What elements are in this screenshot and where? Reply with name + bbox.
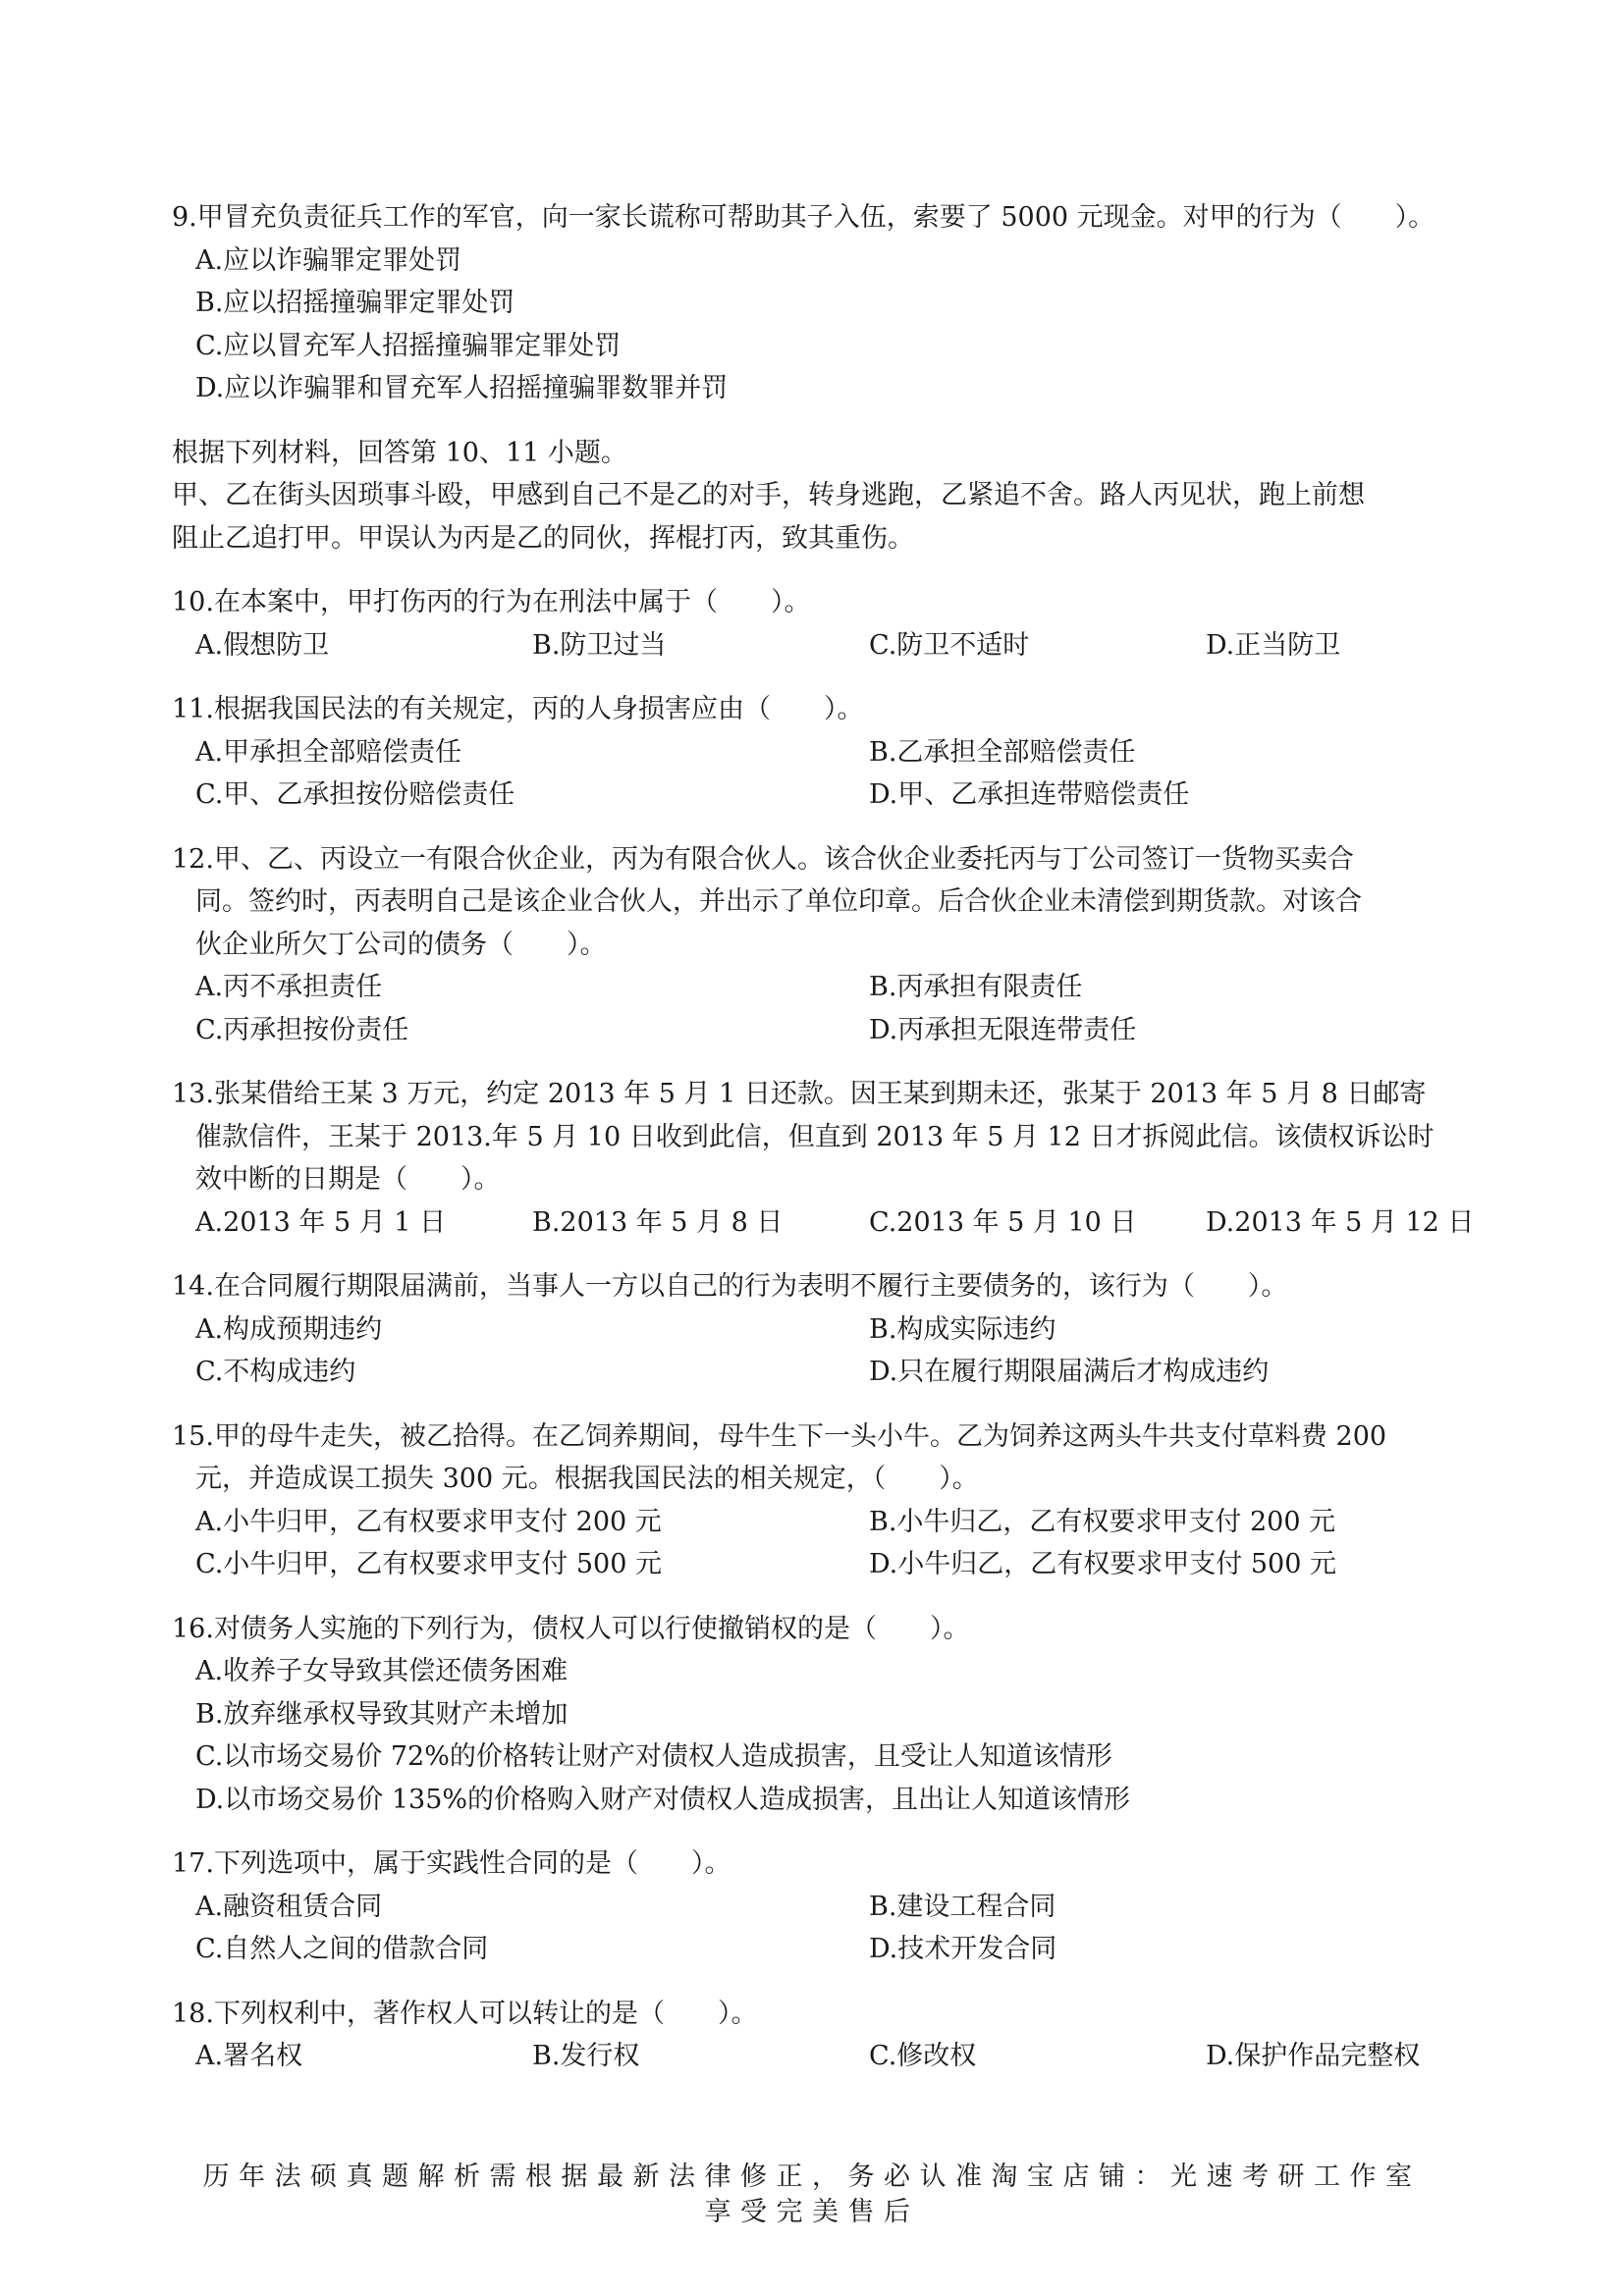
question-14 bbox=[172, 1265, 1458, 1394]
question-stem: 18.下列权利中，著作权人可以转让的是（ ）。 bbox=[172, 1998, 758, 2029]
question-stem-cont: 伙企业所欠丁公司的债务（ ）。 bbox=[195, 929, 607, 960]
option-d: D.技术开发合同 bbox=[869, 1934, 1057, 1964]
option-a: A.收养子女导致其偿还债务困难 bbox=[195, 1656, 568, 1686]
question-stem: 13.张某借给王某 3 万元，约定 2013 年 5 月 1 日还款。因王某到期未还，张某于 2013 年 5 月 8 日邮寄 bbox=[172, 1079, 1427, 1109]
option-a: A.署名权 bbox=[195, 2041, 303, 2071]
option-d: D.只在履行期限届满后才构成违约 bbox=[869, 1357, 1270, 1387]
option-c: C.应以冒充军人招摇撞骗罪定罪处罚 bbox=[195, 330, 622, 361]
option-a: A.应以诈骗罪定罪处罚 bbox=[195, 244, 462, 276]
option-b: B.建设工程合同 bbox=[869, 1891, 1056, 1922]
option-d: D.2013 年 5 月 12 日 bbox=[1206, 1206, 1475, 1238]
option-a: A.小牛归甲，乙有权要求甲支付 200 元 bbox=[195, 1506, 662, 1537]
question-stem-cont: 催款信件，王某于 2013.年 5 月 10 日收到此信，但直到 2013 年 5 月 12 日才拆阅此信。该债权诉讼时 bbox=[195, 1121, 1435, 1152]
question-15 bbox=[172, 1415, 1458, 1586]
question-13 bbox=[172, 1073, 1475, 1244]
material-intro: 根据下列材料，回答第 10、11 小题。 bbox=[172, 437, 627, 468]
option-c: C.防卫不适时 bbox=[869, 629, 1030, 661]
question-stem: 14.在合同履行期限届满前，当事人一方以自己的行为表明不履行主要债务的，该行为（ ）。 bbox=[172, 1271, 1288, 1302]
question-stem: 9.甲冒充负责征兵工作的军官，向一家长谎称可帮助其子入伍，索要了 5000 元现金。对甲的行为（ ）。 bbox=[172, 202, 1435, 233]
question-11 bbox=[172, 688, 1458, 817]
material-passage bbox=[172, 432, 1458, 561]
question-stem: 16.对债务人实施的下列行为，债权人可以行使撤销权的是（ ）。 bbox=[172, 1613, 970, 1644]
option-c: C.修改权 bbox=[869, 2041, 977, 2071]
option-d: D.小牛归乙，乙有权要求甲支付 500 元 bbox=[869, 1549, 1336, 1579]
question-stem-cont: 同。签约时，丙表明自己是该企业合伙人，并出示了单位印章。后合伙企业未清偿到期货款。对该合 bbox=[195, 886, 1362, 917]
option-d: D.应以诈骗罪和冒充军人招摇撞骗罪数罪并罚 bbox=[195, 373, 729, 403]
option-c: C.2013 年 5 月 10 日 bbox=[869, 1206, 1137, 1238]
option-d: D.以市场交易价 135%的价格购入财产对债权人造成损害，且出让人知道该情形 bbox=[195, 1784, 1131, 1815]
option-a: A.丙不承担责任 bbox=[195, 972, 383, 1002]
option-d: D.保护作品完整权 bbox=[1206, 2041, 1421, 2071]
question-list bbox=[172, 196, 1475, 2078]
option-d: D.甲、乙承担连带赔偿责任 bbox=[869, 779, 1190, 810]
question-10 bbox=[172, 581, 1458, 667]
option-b: B.防卫过当 bbox=[532, 629, 667, 661]
question-stem: 12.甲、乙、丙设立一有限合伙企业，丙为有限合伙人。该合伙企业委托丙与丁公司签订一货物买卖合 bbox=[172, 843, 1354, 875]
material-text-line: 甲、乙在街头因琐事斗殴，甲感到自己不是乙的对手，转身逃跑，乙紧追不舍。路人丙见状，跑上前想 bbox=[172, 480, 1365, 510]
option-b: B.发行权 bbox=[532, 2041, 640, 2071]
question-16 bbox=[172, 1608, 1458, 1822]
option-c: C.小牛归甲，乙有权要求甲支付 500 元 bbox=[195, 1549, 662, 1579]
option-a: A.构成预期违约 bbox=[195, 1313, 383, 1345]
question-stem: 15.甲的母牛走失，被乙拾得。在乙饲养期间，母牛生下一头小牛。乙为饲养这两头牛共支付草料费 200 bbox=[172, 1420, 1387, 1452]
material-text-line: 阻止乙追打甲。甲误认为丙是乙的同伙，挥棍打丙，致其重伤。 bbox=[172, 522, 914, 554]
question-stem: 17.下列选项中，属于实践性合同的是（ ）。 bbox=[172, 1848, 731, 1879]
question-stem: 10.在本案中，甲打伤丙的行为在刑法中属于（ ）。 bbox=[172, 587, 811, 617]
option-a: A.融资租赁合同 bbox=[195, 1891, 383, 1922]
option-c: C.丙承担按份责任 bbox=[195, 1014, 409, 1045]
question-stem-cont: 元，并造成误工损失 300 元。根据我国民法的相关规定，（ ）。 bbox=[195, 1464, 979, 1494]
option-c: C.自然人之间的借款合同 bbox=[195, 1934, 489, 1964]
option-d: D.正当防卫 bbox=[1206, 629, 1341, 661]
option-a: A.2013 年 5 月 1 日 bbox=[195, 1206, 447, 1238]
option-b: B.乙承担全部赔偿责任 bbox=[869, 736, 1136, 768]
footer-line-2: 享受完美售后 bbox=[704, 2197, 920, 2227]
option-b: B.小牛归乙，乙有权要求甲支付 200 元 bbox=[869, 1506, 1336, 1537]
option-c: C.甲、乙承担按份赔偿责任 bbox=[195, 779, 515, 810]
option-c: C.不构成违约 bbox=[195, 1357, 356, 1387]
question-stem-cont: 效中断的日期是（ ）。 bbox=[195, 1164, 501, 1195]
option-d: D.丙承担无限连带责任 bbox=[869, 1014, 1137, 1045]
option-b: B.应以招摇撞骗罪定罪处罚 bbox=[195, 288, 515, 318]
option-b: B.放弃继承权导致其财产未增加 bbox=[195, 1698, 568, 1730]
question-stem: 11.根据我国民法的有关规定，丙的人身损害应由（ ）。 bbox=[172, 694, 864, 724]
option-c: C.以市场交易价 72%的价格转让财产对债权人造成损害，且受让人知道该情形 bbox=[195, 1741, 1112, 1772]
option-a: A.假想防卫 bbox=[195, 629, 330, 661]
option-b: B.构成实际违约 bbox=[869, 1313, 1056, 1345]
question-9 bbox=[172, 196, 1458, 410]
footer-notice bbox=[0, 2160, 1624, 2230]
option-b: B.丙承担有限责任 bbox=[869, 972, 1083, 1002]
question-17 bbox=[172, 1842, 1458, 1971]
question-18 bbox=[172, 1993, 1458, 2078]
question-12 bbox=[172, 838, 1458, 1052]
footer-line-1: 历年法硕真题解析需根据最新法律修正，务必认准淘宝店铺：光速考研工作室 bbox=[202, 2162, 1422, 2192]
option-b: B.2013 年 5 月 8 日 bbox=[532, 1206, 784, 1238]
option-a: A.甲承担全部赔偿责任 bbox=[195, 736, 462, 768]
